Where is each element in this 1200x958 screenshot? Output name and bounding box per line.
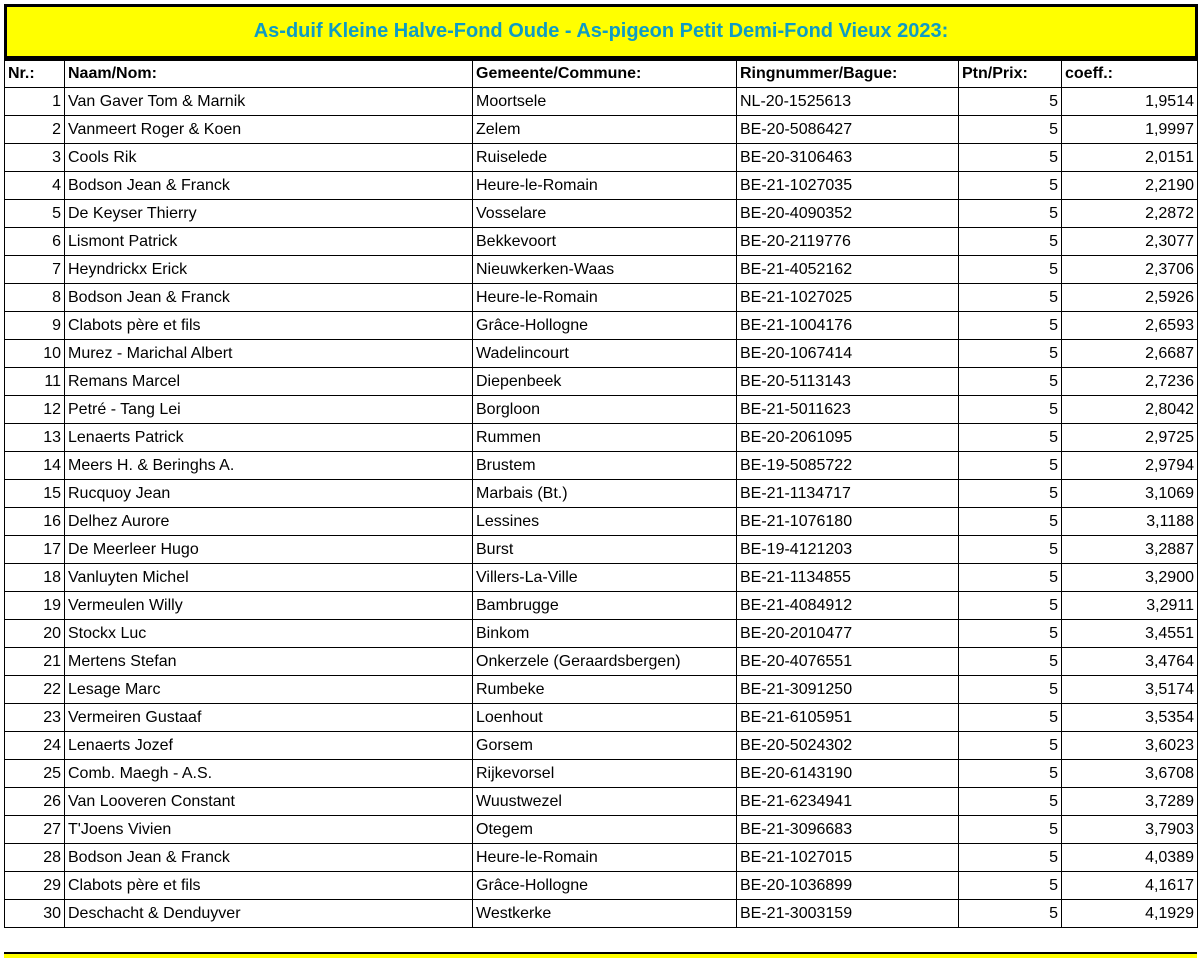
cell-ring: BE-21-1027025: [737, 284, 959, 312]
cell-ring: BE-19-4121203: [737, 536, 959, 564]
cell-nr: 6: [5, 228, 65, 256]
cell-ring: BE-20-1067414: [737, 340, 959, 368]
table-body: [5, 88, 1198, 928]
cell-commune: Moortsele: [473, 88, 737, 116]
cell-ring: NL-20-1525613: [737, 88, 959, 116]
table-row: [5, 396, 1198, 424]
cell-nr: 20: [5, 620, 65, 648]
cell-coeff: 2,3077: [1062, 228, 1198, 256]
cell-name: Heyndrickx Erick: [65, 256, 473, 284]
cell-name: De Keyser Thierry: [65, 200, 473, 228]
table-row: [5, 872, 1198, 900]
cell-points: 5: [959, 396, 1062, 424]
cell-nr: 11: [5, 368, 65, 396]
cell-nr: 3: [5, 144, 65, 172]
column-header-commune: Gemeente/Commune:: [473, 60, 737, 88]
table-row: [5, 788, 1198, 816]
cell-ring: BE-21-3003159: [737, 900, 959, 928]
cell-points: 5: [959, 424, 1062, 452]
cell-coeff: 3,5354: [1062, 704, 1198, 732]
cell-points: 5: [959, 88, 1062, 116]
cell-ring: BE-21-3096683: [737, 816, 959, 844]
cell-points: 5: [959, 760, 1062, 788]
table-row: [5, 564, 1198, 592]
cell-ring: BE-21-3091250: [737, 676, 959, 704]
cell-ring: BE-20-2119776: [737, 228, 959, 256]
cell-points: 5: [959, 172, 1062, 200]
cell-commune: Villers-La-Ville: [473, 564, 737, 592]
table-row: [5, 480, 1198, 508]
cell-ring: BE-21-1004176: [737, 312, 959, 340]
footer-band: [4, 952, 1197, 958]
cell-coeff: 3,1069: [1062, 480, 1198, 508]
cell-ring: BE-21-1027035: [737, 172, 959, 200]
cell-points: 5: [959, 200, 1062, 228]
table-row: [5, 256, 1198, 284]
cell-name: Murez - Marichal Albert: [65, 340, 473, 368]
cell-nr: 7: [5, 256, 65, 284]
cell-commune: Bambrugge: [473, 592, 737, 620]
results-table: [4, 59, 1198, 928]
cell-points: 5: [959, 732, 1062, 760]
cell-nr: 18: [5, 564, 65, 592]
table-row: [5, 508, 1198, 536]
cell-nr: 21: [5, 648, 65, 676]
cell-nr: 30: [5, 900, 65, 928]
cell-commune: Marbais (Bt.): [473, 480, 737, 508]
cell-ring: BE-20-2010477: [737, 620, 959, 648]
cell-points: 5: [959, 144, 1062, 172]
cell-commune: Heure-le-Romain: [473, 844, 737, 872]
cell-ring: BE-20-1036899: [737, 872, 959, 900]
cell-name: Lismont Patrick: [65, 228, 473, 256]
cell-ring: BE-20-5086427: [737, 116, 959, 144]
cell-commune: Loenhout: [473, 704, 737, 732]
cell-commune: Zelem: [473, 116, 737, 144]
page-title: As-duif Kleine Halve-Fond Oude - As-pigeon Petit Demi-Fond Vieux 2023:: [4, 4, 1198, 59]
cell-nr: 13: [5, 424, 65, 452]
cell-ring: BE-21-1076180: [737, 508, 959, 536]
cell-coeff: 2,9725: [1062, 424, 1198, 452]
cell-points: 5: [959, 340, 1062, 368]
table-row: [5, 368, 1198, 396]
cell-ring: BE-20-4076551: [737, 648, 959, 676]
cell-ring: BE-20-5113143: [737, 368, 959, 396]
column-header-coeff: coeff.:: [1062, 60, 1198, 88]
cell-ring: BE-20-3106463: [737, 144, 959, 172]
cell-coeff: 1,9514: [1062, 88, 1198, 116]
cell-coeff: 3,2887: [1062, 536, 1198, 564]
cell-name: Rucquoy Jean: [65, 480, 473, 508]
cell-coeff: 3,5174: [1062, 676, 1198, 704]
cell-coeff: 1,9997: [1062, 116, 1198, 144]
cell-name: Meers H. & Beringhs A.: [65, 452, 473, 480]
table-row: [5, 116, 1198, 144]
cell-name: Stockx Luc: [65, 620, 473, 648]
cell-name: T'Joens Vivien: [65, 816, 473, 844]
cell-points: 5: [959, 480, 1062, 508]
cell-coeff: 2,9794: [1062, 452, 1198, 480]
cell-ring: BE-19-5085722: [737, 452, 959, 480]
cell-commune: Otegem: [473, 816, 737, 844]
cell-name: Lenaerts Jozef: [65, 732, 473, 760]
cell-points: 5: [959, 648, 1062, 676]
cell-coeff: 2,2872: [1062, 200, 1198, 228]
cell-commune: Bekkevoort: [473, 228, 737, 256]
cell-points: 5: [959, 312, 1062, 340]
cell-coeff: 2,6593: [1062, 312, 1198, 340]
cell-ring: BE-21-1027015: [737, 844, 959, 872]
cell-nr: 2: [5, 116, 65, 144]
cell-commune: Westkerke: [473, 900, 737, 928]
cell-name: Bodson Jean & Franck: [65, 844, 473, 872]
cell-ring: BE-20-5024302: [737, 732, 959, 760]
table-row: [5, 144, 1198, 172]
cell-points: 5: [959, 228, 1062, 256]
cell-nr: 12: [5, 396, 65, 424]
column-header-name: Naam/Nom:: [65, 60, 473, 88]
cell-commune: Heure-le-Romain: [473, 284, 737, 312]
cell-nr: 9: [5, 312, 65, 340]
cell-coeff: 3,6023: [1062, 732, 1198, 760]
cell-points: 5: [959, 536, 1062, 564]
cell-commune: Grâce-Hollogne: [473, 872, 737, 900]
cell-name: Lesage Marc: [65, 676, 473, 704]
cell-ring: BE-20-4090352: [737, 200, 959, 228]
cell-nr: 17: [5, 536, 65, 564]
table-row: [5, 844, 1198, 872]
cell-commune: Rummen: [473, 424, 737, 452]
cell-coeff: 2,6687: [1062, 340, 1198, 368]
cell-points: 5: [959, 368, 1062, 396]
cell-ring: BE-20-6143190: [737, 760, 959, 788]
cell-name: Vanluyten Michel: [65, 564, 473, 592]
cell-name: Petré - Tang Lei: [65, 396, 473, 424]
cell-ring: BE-20-2061095: [737, 424, 959, 452]
cell-commune: Borgloon: [473, 396, 737, 424]
cell-commune: Heure-le-Romain: [473, 172, 737, 200]
cell-nr: 27: [5, 816, 65, 844]
cell-nr: 29: [5, 872, 65, 900]
cell-nr: 5: [5, 200, 65, 228]
cell-name: Clabots père et fils: [65, 872, 473, 900]
cell-points: 5: [959, 620, 1062, 648]
cell-commune: Onkerzele (Geraardsbergen): [473, 648, 737, 676]
cell-commune: Lessines: [473, 508, 737, 536]
cell-name: Vermeiren Gustaaf: [65, 704, 473, 732]
cell-name: Mertens Stefan: [65, 648, 473, 676]
table-row: [5, 676, 1198, 704]
cell-ring: BE-21-4084912: [737, 592, 959, 620]
cell-points: 5: [959, 872, 1062, 900]
table-row: [5, 172, 1198, 200]
table-row: [5, 312, 1198, 340]
cell-coeff: 2,3706: [1062, 256, 1198, 284]
column-header-points: Ptn/Prix:: [959, 60, 1062, 88]
cell-coeff: 2,5926: [1062, 284, 1198, 312]
cell-points: 5: [959, 256, 1062, 284]
header-row: [5, 60, 1198, 88]
table-row: [5, 200, 1198, 228]
table-row: [5, 88, 1198, 116]
cell-name: Bodson Jean & Franck: [65, 284, 473, 312]
cell-coeff: 2,0151: [1062, 144, 1198, 172]
cell-nr: 8: [5, 284, 65, 312]
cell-nr: 10: [5, 340, 65, 368]
cell-coeff: 2,8042: [1062, 396, 1198, 424]
cell-points: 5: [959, 116, 1062, 144]
column-header-ring: Ringnummer/Bague:: [737, 60, 959, 88]
table-row: [5, 424, 1198, 452]
cell-points: 5: [959, 844, 1062, 872]
cell-commune: Burst: [473, 536, 737, 564]
cell-nr: 16: [5, 508, 65, 536]
table-row: [5, 816, 1198, 844]
table-row: [5, 228, 1198, 256]
cell-name: Deschacht & Denduyver: [65, 900, 473, 928]
cell-coeff: 3,4551: [1062, 620, 1198, 648]
table-row: [5, 732, 1198, 760]
cell-name: Vanmeert Roger & Koen: [65, 116, 473, 144]
cell-coeff: 4,1617: [1062, 872, 1198, 900]
cell-commune: Vosselare: [473, 200, 737, 228]
table-row: [5, 704, 1198, 732]
cell-coeff: 3,7289: [1062, 788, 1198, 816]
cell-commune: Brustem: [473, 452, 737, 480]
cell-nr: 23: [5, 704, 65, 732]
cell-points: 5: [959, 592, 1062, 620]
cell-coeff: 3,2911: [1062, 592, 1198, 620]
cell-ring: BE-21-1134717: [737, 480, 959, 508]
cell-nr: 1: [5, 88, 65, 116]
cell-nr: 4: [5, 172, 65, 200]
table-row: [5, 760, 1198, 788]
cell-nr: 19: [5, 592, 65, 620]
table-row: [5, 620, 1198, 648]
cell-coeff: 3,2900: [1062, 564, 1198, 592]
cell-commune: Grâce-Hollogne: [473, 312, 737, 340]
cell-commune: Wadelincourt: [473, 340, 737, 368]
cell-nr: 28: [5, 844, 65, 872]
cell-name: Delhez Aurore: [65, 508, 473, 536]
cell-nr: 22: [5, 676, 65, 704]
cell-ring: BE-21-6105951: [737, 704, 959, 732]
cell-coeff: 2,7236: [1062, 368, 1198, 396]
cell-commune: Gorsem: [473, 732, 737, 760]
cell-coeff: 3,4764: [1062, 648, 1198, 676]
cell-coeff: 3,7903: [1062, 816, 1198, 844]
cell-points: 5: [959, 452, 1062, 480]
cell-ring: BE-21-4052162: [737, 256, 959, 284]
cell-coeff: 3,1188: [1062, 508, 1198, 536]
table-row: [5, 900, 1198, 928]
cell-ring: BE-21-1134855: [737, 564, 959, 592]
column-header-nr: Nr.:: [5, 60, 65, 88]
cell-commune: Diepenbeek: [473, 368, 737, 396]
cell-name: Remans Marcel: [65, 368, 473, 396]
cell-commune: Nieuwkerken-Waas: [473, 256, 737, 284]
cell-coeff: 3,6708: [1062, 760, 1198, 788]
cell-points: 5: [959, 704, 1062, 732]
table-row: [5, 536, 1198, 564]
cell-commune: Rijkevorsel: [473, 760, 737, 788]
cell-commune: Wuustwezel: [473, 788, 737, 816]
cell-points: 5: [959, 284, 1062, 312]
cell-coeff: 2,2190: [1062, 172, 1198, 200]
table-row: [5, 592, 1198, 620]
cell-nr: 24: [5, 732, 65, 760]
cell-commune: Ruiselede: [473, 144, 737, 172]
cell-nr: 14: [5, 452, 65, 480]
cell-points: 5: [959, 564, 1062, 592]
cell-points: 5: [959, 816, 1062, 844]
cell-name: Vermeulen Willy: [65, 592, 473, 620]
cell-ring: BE-21-6234941: [737, 788, 959, 816]
cell-name: Bodson Jean & Franck: [65, 172, 473, 200]
cell-points: 5: [959, 788, 1062, 816]
table-row: [5, 340, 1198, 368]
cell-commune: Binkom: [473, 620, 737, 648]
cell-nr: 15: [5, 480, 65, 508]
cell-nr: 26: [5, 788, 65, 816]
table-row: [5, 648, 1198, 676]
cell-points: 5: [959, 508, 1062, 536]
table-row: [5, 284, 1198, 312]
cell-name: De Meerleer Hugo: [65, 536, 473, 564]
cell-name: Lenaerts Patrick: [65, 424, 473, 452]
cell-name: Van Looveren Constant: [65, 788, 473, 816]
cell-points: 5: [959, 900, 1062, 928]
cell-coeff: 4,0389: [1062, 844, 1198, 872]
cell-name: Comb. Maegh - A.S.: [65, 760, 473, 788]
cell-coeff: 4,1929: [1062, 900, 1198, 928]
table-row: [5, 452, 1198, 480]
cell-commune: Rumbeke: [473, 676, 737, 704]
cell-name: Clabots père et fils: [65, 312, 473, 340]
cell-points: 5: [959, 676, 1062, 704]
cell-nr: 25: [5, 760, 65, 788]
cell-name: Van Gaver Tom & Marnik: [65, 88, 473, 116]
cell-ring: BE-21-5011623: [737, 396, 959, 424]
cell-name: Cools Rik: [65, 144, 473, 172]
